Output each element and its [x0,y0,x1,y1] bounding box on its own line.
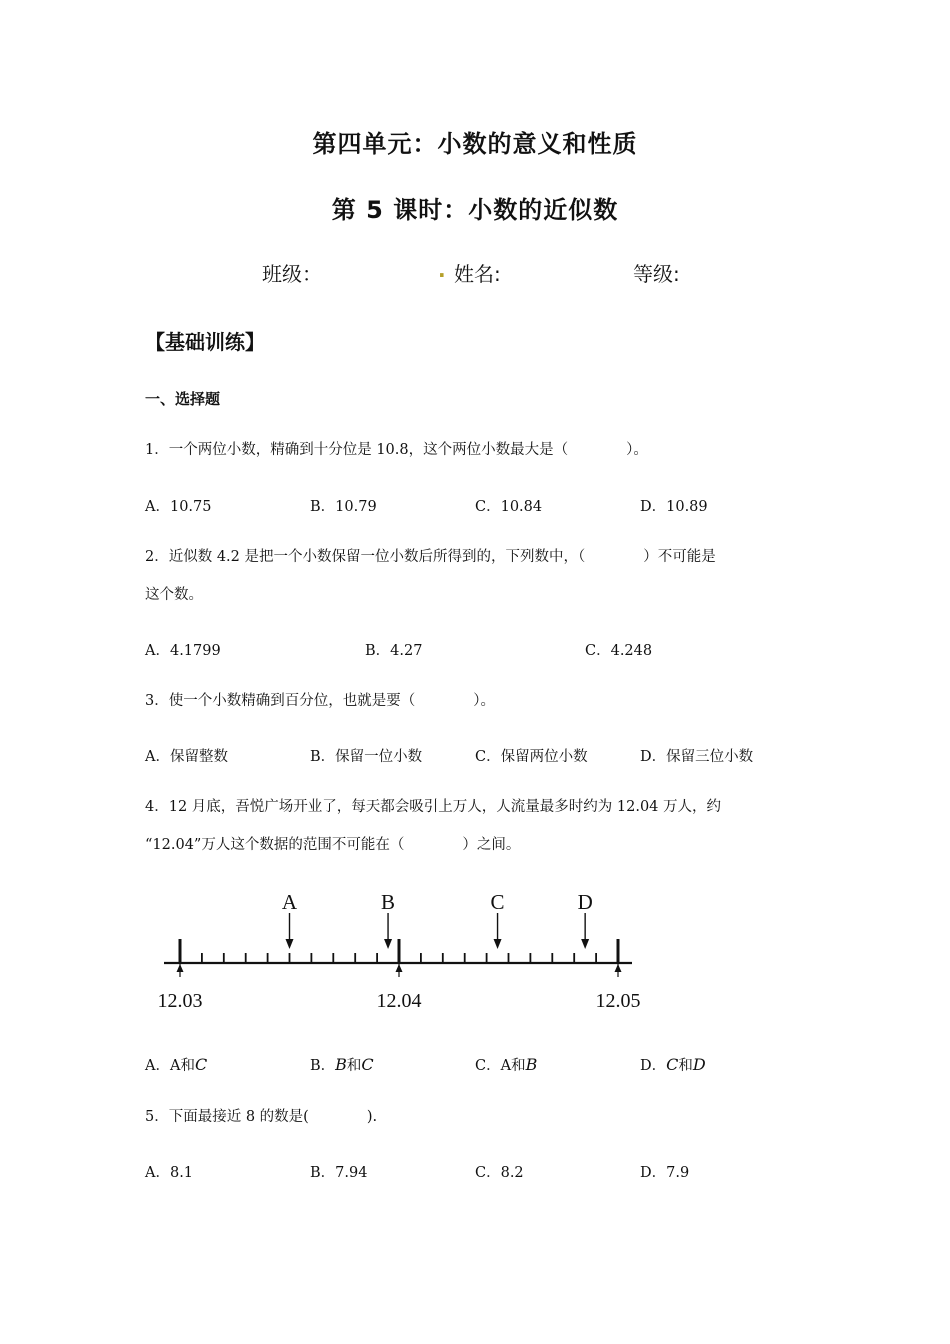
question-4-line-1: 4．12 月底，吾悦广场开业了，每天都会吸引上万人，人流量最多时约为 12.04 万人，约 [145,799,722,815]
tick-label: 12.03 [157,990,203,1012]
point-arrow-icon [581,939,589,949]
tick-label: 12.04 [376,990,422,1012]
q4-option-b-second: C [361,1055,374,1074]
q2-option-a[interactable]: A．4.1799 [145,643,221,659]
separator-dot: . [438,258,446,282]
q4-option-b-first: B [335,1055,347,1074]
q4-option-b[interactable] [310,1054,374,1075]
q3-option-a[interactable]: A．保留整数 [145,749,228,765]
question-1: 1．一个两位小数，精确到十分位是 10.8，这个两位小数最大是（ ）。 [145,442,648,458]
q5-option-c[interactable]: C．8.2 [475,1165,524,1181]
q4-option-a-prefix: A． [145,1058,170,1074]
q4-option-a-join: 和 [180,1058,195,1074]
tick-label-arrow-icon [615,964,622,972]
point-label: C [490,890,505,914]
question-4-line-2: “12.04”万人这个数据的范围不可能在（ ）之间。 [145,837,521,853]
q2-option-c[interactable]: C．4.248 [585,643,653,659]
point-arrow-icon [384,939,392,949]
q5-option-a[interactable]: A．8.1 [145,1165,194,1181]
q4-option-a-second: C [194,1055,208,1074]
number-line [158,890,641,1012]
q1-option-d[interactable]: D．10.89 [640,499,708,515]
q2-option-b[interactable]: B．4.27 [365,643,423,659]
point-arrow-icon [286,939,294,949]
q3-option-d[interactable]: D．保留三位小数 [640,749,754,765]
q4-option-d-join: 和 [678,1058,693,1074]
q4-option-b-prefix: B． [310,1058,336,1074]
question-5: 5．下面最接近 8 的数是( ). [145,1109,378,1125]
q4-option-b-join: 和 [346,1058,362,1074]
section-subtitle: 一、选择题 [145,390,221,408]
q1-option-a[interactable]: A．10.75 [145,499,212,515]
q4-option-c-prefix: C． [475,1058,501,1074]
q4-option-a-first: A [169,1058,181,1074]
name-label: 姓名: [454,262,501,286]
question-2-line-1: 2．近似数 4.2 是把一个小数保留一位小数后所得到的，下列数中，（ ）不可能是 [145,549,716,565]
q5-option-d[interactable]: D．7.9 [640,1165,690,1181]
q4-option-d[interactable] [640,1054,706,1075]
question-3: 3．使一个小数精确到百分位，也就是要（ ）。 [145,693,495,709]
point-label: A [281,890,298,914]
q5-option-b[interactable]: B．7.94 [310,1165,368,1181]
point-label: D [577,890,593,914]
point-label: B [381,890,396,914]
tick-label-arrow-icon [177,964,184,972]
q4-option-a[interactable] [145,1054,207,1075]
tick-label-arrow-icon [396,964,403,972]
class-label: 班级： [262,262,322,286]
section-title: 【基础训练】 [145,330,265,354]
q4-option-c-second: B [525,1055,538,1074]
question-2-line-2: 这个数。 [145,587,203,603]
q4-option-c[interactable] [475,1054,537,1075]
point-arrow-icon [494,939,502,949]
lesson-title: 第 5 课时：小数的近似数 [331,196,619,224]
q4-option-c-first: A [500,1058,512,1074]
q3-option-c[interactable]: C．保留两位小数 [475,749,588,765]
q1-option-b[interactable]: B．10.79 [310,499,377,515]
q4-option-d-prefix: D． [640,1058,667,1074]
q4-option-c-join: 和 [511,1058,526,1074]
number-line-figure [150,890,650,1020]
unit-title: 第四单元：小数的意义和性质 [312,130,638,158]
q4-option-d-first: C [666,1055,679,1074]
grade-label: 等级: [633,262,680,286]
q4-option-d-second: D [692,1055,706,1074]
tick-label: 12.05 [595,990,641,1012]
q1-option-c[interactable]: C．10.84 [475,499,543,515]
q3-option-b[interactable]: B．保留一位小数 [310,749,423,765]
